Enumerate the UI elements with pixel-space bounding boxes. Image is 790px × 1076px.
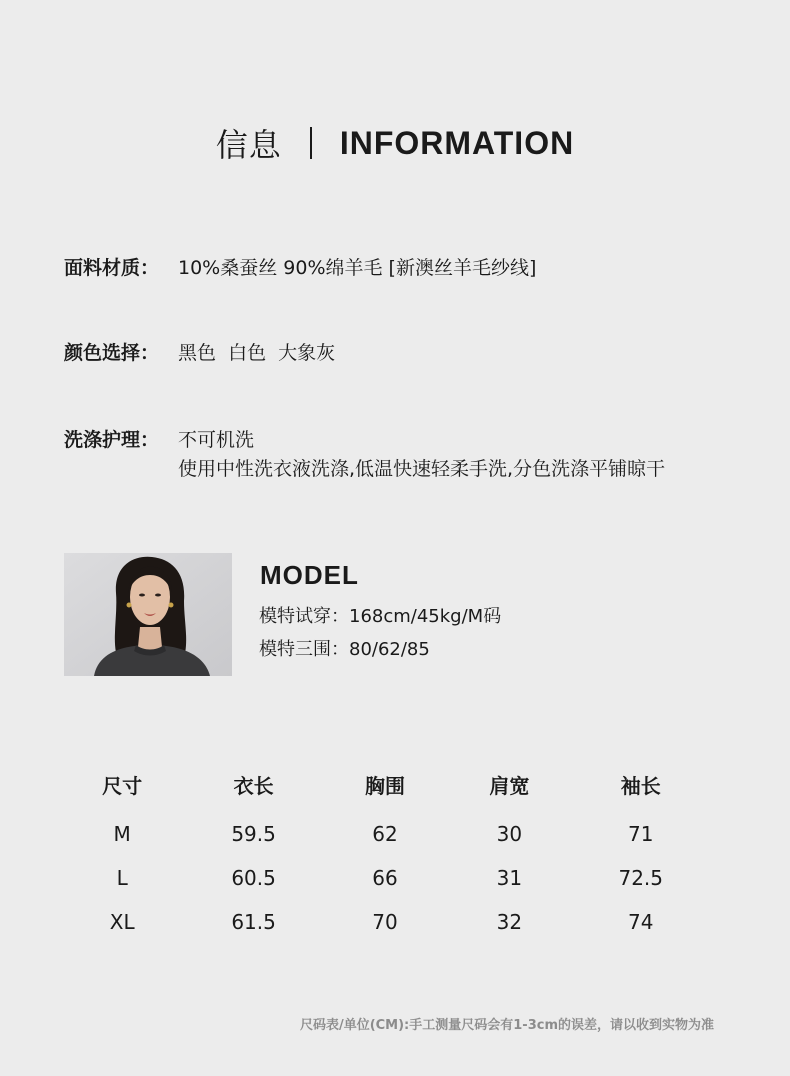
header-size: 尺寸 (102, 773, 143, 798)
table-cell: 71 (628, 822, 654, 846)
care-line-1: 不可机洗 (178, 429, 255, 451)
table-cell: XL (109, 910, 135, 934)
header-chest: 胸围 (364, 773, 405, 798)
care-label: 洗涤护理： (64, 429, 160, 451)
table-cell: 32 (496, 910, 523, 934)
model-fit: 模特试穿：168cm/45kg/M码 (259, 606, 502, 627)
table-cell: 72.5 (618, 866, 664, 890)
table-cell: M (113, 822, 131, 846)
table-cell: 60.5 (231, 866, 276, 890)
model-photo (64, 553, 232, 676)
table-cell: 30 (496, 822, 523, 846)
fabric-label: 面料材质： (64, 257, 160, 279)
table-cell: 66 (372, 866, 398, 890)
size-table-header-row (60, 764, 710, 804)
header-title-en: INFORMATION (339, 124, 575, 161)
table-row (60, 812, 710, 856)
care-value (178, 426, 665, 484)
spacer (60, 804, 710, 812)
color-value: 黑色 白色 大象灰 (178, 342, 336, 364)
table-row (60, 900, 710, 944)
size-footnote: 尺码表/单位(CM):手工测量尺码会有1-3cm的误差，请以收到实物为准 (299, 1018, 714, 1033)
header-divider (310, 127, 312, 159)
table-row (60, 856, 710, 900)
color-label: 颜色选择： (64, 342, 160, 364)
model-title: MODEL (260, 560, 359, 590)
table-cell: 70 (372, 910, 398, 934)
fabric-row (64, 254, 536, 283)
header-shoulder: 肩宽 (489, 773, 530, 798)
fabric-value: 10%桑蚕丝 90%绵羊毛 [新澳丝羊毛纱线] (178, 257, 537, 279)
header-sleeve: 袖长 (620, 773, 661, 798)
section-header (0, 120, 790, 166)
table-cell: 74 (628, 910, 654, 934)
model-measurements: 模特三围：80/62/85 (259, 639, 430, 660)
table-cell: 62 (372, 822, 398, 846)
color-row (64, 339, 335, 368)
header-title-zh: 信息 (215, 126, 282, 164)
table-cell: 31 (496, 866, 523, 890)
table-cell: 59.5 (231, 822, 276, 846)
table-cell: L (116, 866, 128, 890)
model-portrait-image (64, 553, 232, 676)
table-cell: 61.5 (231, 910, 276, 934)
care-line-2: 使用中性洗衣液洗涤,低温快速轻柔手洗,分色洗涤平铺晾干 (178, 458, 666, 480)
size-table (60, 764, 710, 944)
header-length: 衣长 (233, 773, 274, 798)
care-row (64, 426, 665, 484)
